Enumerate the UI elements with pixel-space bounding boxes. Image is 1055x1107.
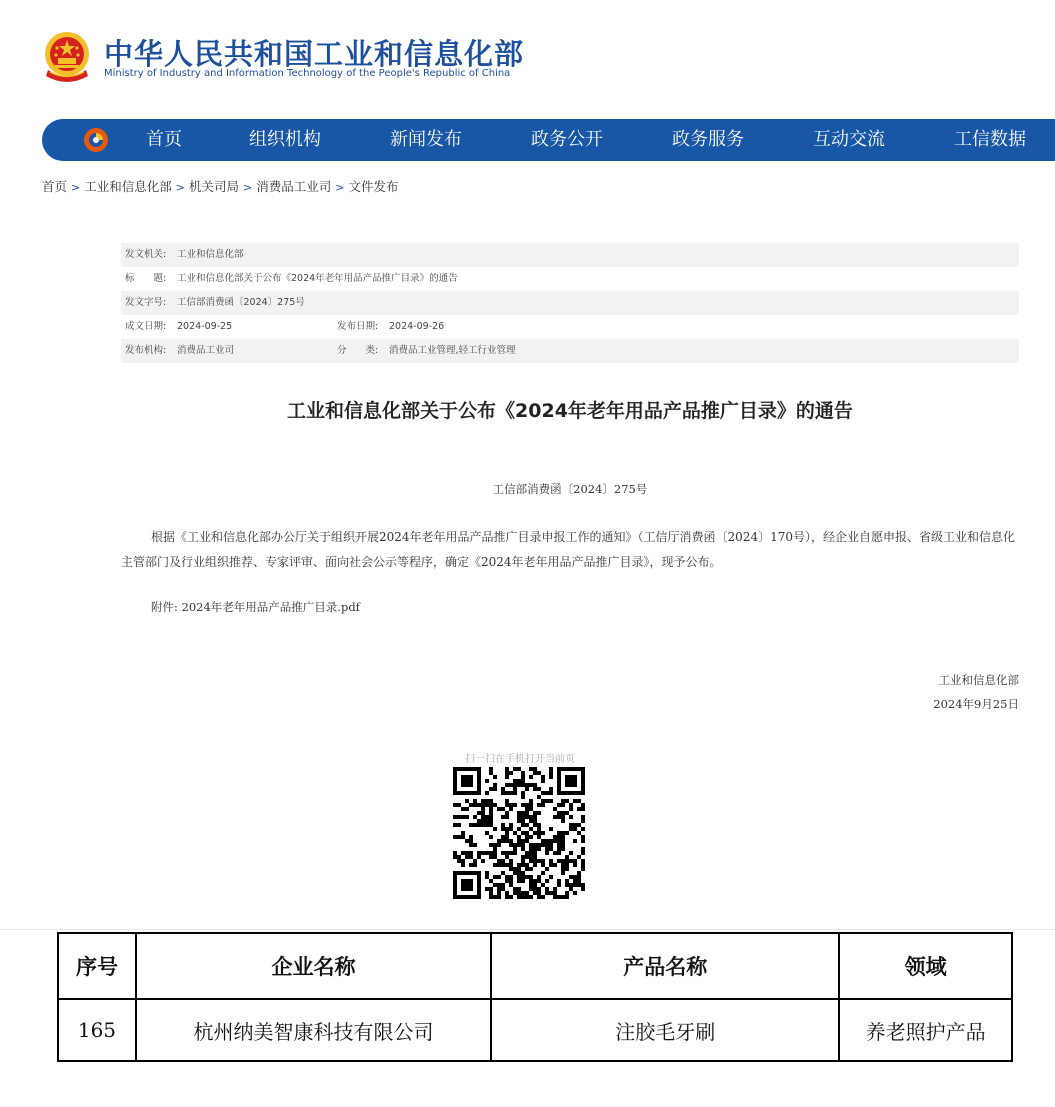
meta-issuer-value: 工业和信息化部 — [177, 249, 244, 260]
nav-item-organization[interactable]: 组织机构 — [249, 129, 321, 150]
breadcrumb-documents[interactable]: 文件发布 — [348, 179, 399, 194]
site-header — [0, 0, 1055, 115]
nav-item-news[interactable]: 新闻发布 — [390, 129, 462, 150]
qr-code-icon — [453, 767, 585, 899]
product-table — [57, 932, 1013, 1062]
nav-item-gov-services[interactable]: 政务服务 — [672, 129, 744, 150]
article-title: 工业和信息化部关于公布《2024年老年用品产品推广目录》的通告 — [287, 400, 853, 422]
meta-row-org — [121, 339, 1019, 363]
header-company: 企业名称 — [136, 933, 491, 999]
meta-category-value: 消费品工业管理,轻工行业管理 — [389, 345, 516, 356]
meta-pubdate-value: 2024-09-26 — [389, 321, 445, 332]
table-row — [58, 999, 1012, 1061]
meta-pubdate-label: 发布日期: — [337, 321, 379, 332]
breadcrumb-departments[interactable]: 机关司局 — [188, 179, 239, 194]
nav-item-data[interactable]: 工信数据 — [954, 129, 1026, 150]
nav-logo-icon[interactable] — [82, 126, 110, 154]
breadcrumb-ministry[interactable]: 工业和信息化部 — [84, 179, 172, 194]
table-header-row — [58, 933, 1012, 999]
meta-title-value: 工业和信息化部关于公布《2024年老年用品产品推广目录》的通告 — [177, 273, 458, 284]
breadcrumb-separator: > — [242, 181, 253, 194]
article-docno: 工信部消费函〔2024〕275号 — [492, 482, 648, 496]
header-field: 领域 — [839, 933, 1012, 999]
section-divider — [0, 929, 1055, 930]
nav-item-gov-affairs[interactable]: 政务公开 — [531, 129, 603, 150]
breadcrumb-separator: > — [335, 181, 345, 194]
signature-date: 2024年9月25日 — [933, 697, 1019, 711]
meta-org-label: 发布机构: — [125, 345, 167, 356]
cell-product: 注胶毛牙刷 — [491, 999, 839, 1061]
meta-docno-label: 发文字号: — [125, 297, 167, 308]
header-product: 产品名称 — [491, 933, 839, 999]
meta-row-docno — [121, 291, 1019, 315]
meta-date-label: 成文日期: — [125, 321, 167, 332]
meta-issuer-label: 发文机关: — [125, 249, 167, 260]
meta-row-issuer — [121, 243, 1019, 267]
meta-title-label: 标 题: — [125, 273, 167, 284]
breadcrumb-home[interactable]: 首页 — [42, 179, 68, 194]
qr-caption: 扫一扫在手机打开当前页 — [465, 754, 575, 765]
attachment-label: 附件: — [151, 600, 178, 614]
breadcrumb-separator: > — [71, 181, 81, 194]
meta-docno-value: 工信部消费函〔2024〕275号 — [177, 297, 305, 308]
main-nav — [42, 119, 1055, 161]
breadcrumb-consumer-goods[interactable]: 消费品工业司 — [256, 179, 332, 194]
meta-org-value: 消费品工业司 — [177, 345, 235, 356]
breadcrumb — [42, 177, 398, 195]
signature-block — [933, 668, 1019, 716]
site-title[interactable]: 中华人民共和国工业和信息化部 — [104, 37, 525, 71]
attachment — [151, 599, 360, 615]
cell-index: 165 — [58, 999, 136, 1061]
meta-row-title — [121, 267, 1019, 291]
meta-row-dates — [121, 315, 1019, 339]
attachment-link[interactable]: 2024年老年用品产品推广目录.pdf — [181, 600, 360, 614]
document-meta-table — [121, 243, 1019, 363]
signature-org: 工业和信息化部 — [938, 673, 1019, 687]
breadcrumb-separator: > — [175, 181, 185, 194]
meta-category-label: 分 类: — [337, 345, 379, 356]
site-subtitle: Ministry of Industry and Information Technology of the People's Republic of China — [104, 68, 511, 79]
nav-item-home[interactable]: 首页 — [146, 129, 182, 150]
nav-item-interaction[interactable]: 互动交流 — [813, 129, 885, 150]
header-index: 序号 — [58, 933, 136, 999]
article-body: 根据《工业和信息化部办公厅关于组织开展2024年老年用品产品推广目录申报工作的通知》（工信厅消费函〔2024〕170号），经企业自愿申报、省级工业和信息化主管部门及行业组织推荐、专家评审、面向社会公示等程序，确定《2024年老年用品产品推广目录》，现予公布。 — [121, 530, 1015, 569]
cell-field: 养老照护产品 — [839, 999, 1012, 1061]
meta-date-value: 2024-09-25 — [177, 321, 233, 332]
cell-company: 杭州纳美智康科技有限公司 — [136, 999, 491, 1061]
national-emblem-icon[interactable] — [42, 30, 92, 86]
